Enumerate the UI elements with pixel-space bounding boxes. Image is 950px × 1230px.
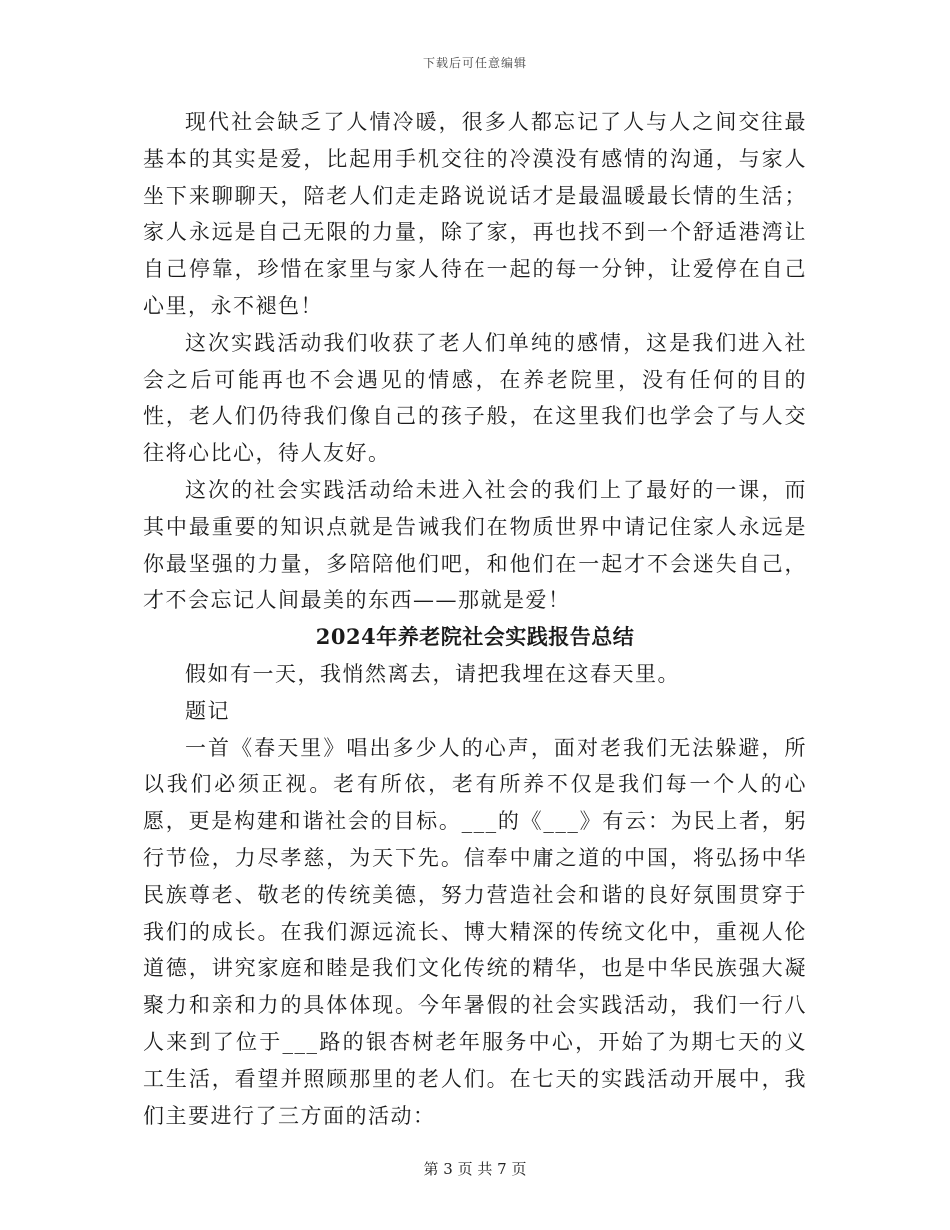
page-number: 第 3 页 共 7 页 xyxy=(423,1160,527,1178)
body-paragraph: 这次的社会实践活动给未进入社会的我们上了最好的一课，而其中最重要的知识点就是告诫我们在物质世界中请记住家人永远是你最坚强的力量，多陪陪他们吧，和他们在一起才不会迷失自己，才不会忘记人间最美的东西——那就是爱！ xyxy=(143,477,807,613)
section-title: 2024年养老院社会实践报告总结 xyxy=(315,624,635,650)
document-body xyxy=(143,104,807,1134)
section-epigraph-label: 题记 xyxy=(185,698,230,723)
page-header-note: 下载后可任意编辑 xyxy=(422,56,527,70)
body-paragraph: 现代社会缺乏了人情冷暖，很多人都忘记了人与人之间交往最基本的其实是爱，比起用手机交往的冷漠没有感情的沟通，与家人坐下来聊聊天，陪老人们走走路说说话才是最温暖最长情的生活；家人永远是自己无限的力量，除了家，再也找不到一个舒适港湾让自己停靠，珍惜在家里与家人待在一起的每一分钟，让爱停在自己心里，永不褪色！ xyxy=(143,110,807,318)
section-paragraph: 一首《春天里》唱出多少人的心声，面对老我们无法躲避，所以我们必须正视。老有所依，老有所养不仅是我们每一个人的心愿，更是构建和谐社会的目标。___的《___》有云：为民上者，躬行节俭，力尽孝慈，为天下先。信奉中庸之道的中国，将弘扬中华民族尊老、敬老的传统美德，努力营造社会和谐的良好氛围贯穿于我们的成长。在我们源远流长、博大精深的传统文化中，重视人伦道德，讲究家庭和睦是我们文化传统的精华，也是中华民族强大凝聚力和亲和力的具体体现。今年暑假的社会实践活动，我们一行八人来到了位于___路的银杏树老年服务中心，开始了为期七天的义工生活，看望并照顾那里的老人们。在七天的实践活动开展中，我们主要进行了三方面的活动： xyxy=(143,735,807,1128)
body-paragraph: 这次实践活动我们收获了老人们单纯的感情，这是我们进入社会之后可能再也不会遇见的情感，在养老院里，没有任何的目的性，老人们仍待我们像自己的孩子般，在这里我们也学会了与人交往将心比心，待人友好。 xyxy=(143,330,807,466)
section-epigraph: 假如有一天，我悄然离去，请把我埋在这春天里。 xyxy=(185,661,680,686)
